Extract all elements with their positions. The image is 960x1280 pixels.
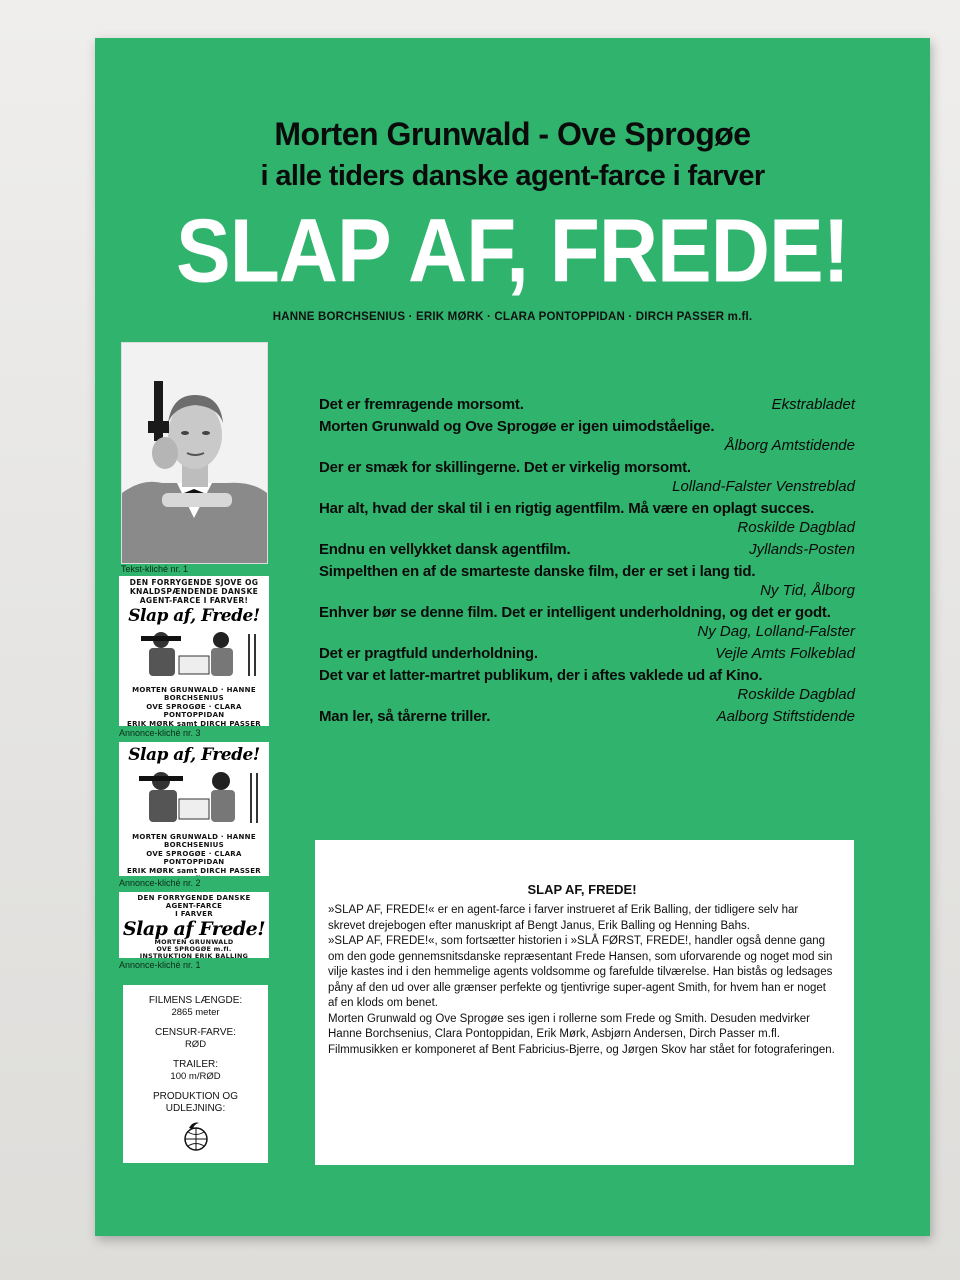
quote-text: Har alt, hvad der skal til i en rigtig agentfilm. Må være en oplagt succes.	[319, 500, 815, 517]
poster-sheet	[95, 38, 930, 1236]
quote-item	[319, 458, 855, 496]
quote-text: Det er pragtfuld underholdning.	[319, 645, 538, 662]
quote-source: Roskilde Dagblad	[737, 519, 855, 536]
synopsis-title: SLAP AF, FREDE!	[527, 882, 637, 897]
quote-text: Simpelthen en af de smarteste danske film, der er set i lang tid.	[319, 563, 756, 580]
quote-source: Jyllands-Posten	[749, 541, 855, 558]
actors-heading: Morten Grunwald - Ove Sprogøe	[274, 116, 751, 152]
quote-text: Det var et latter-martret publikum, der i aftes vaklede ud af Kino.	[319, 667, 763, 684]
quote-source: Lolland-Falster Venstreblad	[672, 478, 855, 495]
censor-value: RØD	[184, 1039, 207, 1050]
quote-item	[319, 562, 855, 600]
quote-text: Der er smæk for skillingerne. Det er virkelig morsomt.	[319, 459, 691, 476]
quote-source: Ålborg Amtstidende	[724, 437, 855, 454]
synopsis-box	[315, 840, 854, 1165]
quote-source: Ekstrabladet	[771, 396, 855, 413]
actor-photo	[121, 342, 268, 564]
quote-source: Roskilde Dagblad	[737, 686, 855, 703]
quote-text: Endnu en vellykket dansk agentfilm.	[319, 541, 571, 558]
ad-cliche-3-credits: MORTEN GRUNWALD · HANNE BORCHSENIUS OVE SPROGØE · CLARA PONTOPPIDAN ERIK MØRK samt DIRCH PASSER	[127, 686, 261, 726]
synopsis-paragraph-3: Morten Grunwald og Ove Sprogøe ses igen i rollerne som Frede og Smith. Desuden medvirker Hanne Borchsenius, Clara Pontoppidan, Erik Mørk, Asbjørn Andersen, Dirch Passer m.fl.	[328, 1012, 810, 1040]
length-value: 2865 meter	[171, 1007, 220, 1018]
quote-source: Ny Tid, Ålborg	[760, 582, 855, 599]
quote-text: Man ler, så tårerne triller.	[319, 708, 491, 725]
quote-item	[319, 603, 855, 641]
ad-cliche-1-caption: Annonce-kliché nr. 1	[119, 960, 201, 970]
trailer-value: 100 m/RØD	[170, 1071, 221, 1082]
quote-item	[319, 395, 855, 414]
ad-cliche-2-credits: MORTEN GRUNWALD · HANNE BORCHSENIUS OVE SPROGØE · CLARA PONTOPPIDAN ERIK MØRK samt DIRCH PASSER	[127, 833, 261, 875]
ad-cliche-3-caption: Annonce-kliché nr. 3	[119, 728, 201, 738]
ad-cliche-3	[119, 576, 269, 726]
trailer-label: TRAILER:	[172, 1059, 218, 1070]
synopsis-paragraph-4: Filmmusikken er komponeret af Bent Fabricius-Bjerre, og Jørgen Skov har stået for fotograferingen.	[328, 1043, 835, 1056]
length-label: FILMENS LÆNGDE:	[148, 995, 243, 1006]
ad-cliche-1	[119, 892, 269, 958]
film-title: SLAP AF, FREDE!	[176, 201, 849, 302]
film-info-box	[123, 985, 268, 1163]
ad-cliche-1-credits: MORTEN GRUNWALD OVE SPROGØE m.fl. INSTRUKTION ERIK BALLING	[139, 938, 249, 958]
ad-cliche-2-logo: Slap af, Frede!	[128, 745, 260, 765]
press-quotes	[319, 395, 855, 729]
quote-text: Enhver bør se denne film. Det er intelligent underholdning, og det er godt.	[319, 604, 831, 621]
synopsis-paragraph-1: »SLAP AF, FREDE!« er en agent-farce i farver instrueret af Erik Balling, der tidligere selv har skrevet drejebogen efter manuskript af Bengt Janus, Erik Balling og Henning Bahs.	[328, 904, 799, 932]
ad-cliche-3-tagline: DEN FORRYGENDE SJOVE OG KNALDSPÆNDENDE DANSKE AGENT-FARCE I FARVER!	[129, 578, 259, 605]
quote-source: Vejle Amts Folkeblad	[715, 645, 855, 662]
quote-text: Morten Grunwald og Ove Sprogøe er igen uimodståelige.	[319, 418, 715, 435]
quote-item	[319, 707, 855, 726]
ad-cliche-1-logo: Slap af Frede!	[122, 918, 266, 940]
ad-cliche-1-tagline: DEN FORRYGENDE DANSKE AGENT-FARCE I FARVER	[137, 894, 251, 918]
production-label: PRODUKTION OG UDLEJNING:	[152, 1091, 238, 1114]
quote-source: Ny Dag, Lolland-Falster	[697, 623, 855, 640]
quote-source: Aalborg Stiftstidende	[716, 708, 855, 725]
quote-item	[319, 499, 855, 537]
ad-cliche-3-illustration	[119, 626, 269, 682]
distributor-logo-icon	[181, 1119, 211, 1153]
ad-cliche-3-logo: Slap af, Frede!	[128, 606, 260, 626]
subtitle-heading: i alle tiders danske agent-farce i farver	[260, 160, 765, 192]
quote-item	[319, 644, 855, 663]
cast-line: HANNE BORCHSENIUS · ERIK MØRK · CLARA PONTOPPIDAN · DIRCH PASSER m.fl.	[272, 311, 753, 323]
quote-item	[319, 666, 855, 704]
quote-item	[319, 540, 855, 559]
ad-cliche-2-illustration	[119, 765, 269, 829]
censor-label: CENSUR-FARVE:	[155, 1027, 236, 1038]
quote-item	[319, 417, 855, 455]
synopsis-paragraph-2: »SLAP AF, FREDE!«, som fortsætter historien i »SLÅ FØRST, FREDE!, handler også denne gang om den gode gennemsnitsdanske repræsentant Frede Hansen, som uforvarende og noget mod sin vilje kastes ind i den hemmelige agents voldsomme og farefulde tilværelse. Han bistås og ledsages påny af den ud over alle grænser perfekte og tjentivrige super-agent Smith, for hvem han er noget af en klods om benet.	[328, 935, 833, 1009]
ad-cliche-2-caption: Annonce-kliché nr. 2	[119, 878, 201, 888]
quote-text: Det er fremragende morsomt.	[319, 396, 524, 413]
ad-cliche-2	[119, 742, 269, 876]
photo-caption: Tekst-kliché nr. 1	[121, 564, 189, 574]
